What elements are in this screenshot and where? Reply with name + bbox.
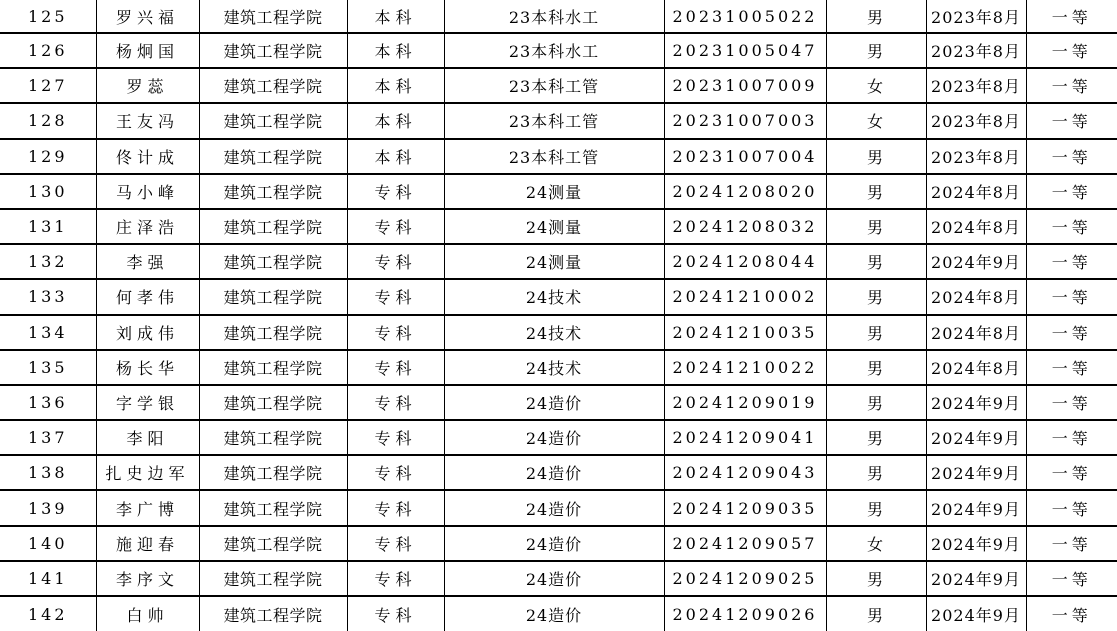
cell-class: 23本科水工: [444, 33, 664, 68]
cell-student-id: 20231007004: [664, 139, 826, 174]
cell-name: 杨长华: [96, 350, 199, 385]
cell-index: 133: [0, 279, 96, 314]
cell-level: 本科: [347, 68, 444, 103]
table-row: [0, 350, 1117, 385]
cell-level: 本科: [347, 33, 444, 68]
cell-student-id: 20241208044: [664, 244, 826, 279]
cell-level: 本科: [347, 139, 444, 174]
table-row: [0, 420, 1117, 455]
cell-index: 135: [0, 350, 96, 385]
cell-level: 专科: [347, 315, 444, 350]
table-row: [0, 455, 1117, 490]
cell-award-date: 2024年9月: [926, 490, 1026, 525]
cell-college: 建筑工程学院: [199, 420, 347, 455]
table-row: [0, 0, 1117, 33]
cell-name: 李广博: [96, 490, 199, 525]
table-row: [0, 561, 1117, 596]
table-row: [0, 139, 1117, 174]
cell-name: 白帅: [96, 596, 199, 631]
cell-class: 24造价: [444, 561, 664, 596]
table-row: [0, 385, 1117, 420]
cell-level: 专科: [347, 279, 444, 314]
cell-award-level: 一等: [1026, 244, 1117, 279]
cell-award-level: 一等: [1026, 103, 1117, 138]
cell-college: 建筑工程学院: [199, 33, 347, 68]
cell-class: 24造价: [444, 420, 664, 455]
cell-student-id: 20231005022: [664, 0, 826, 33]
cell-gender: 男: [826, 174, 926, 209]
cell-name: 杨炯国: [96, 33, 199, 68]
cell-award-level: 一等: [1026, 490, 1117, 525]
table-row: [0, 596, 1117, 631]
cell-gender: 男: [826, 561, 926, 596]
cell-name: 罗蕊: [96, 68, 199, 103]
cell-student-id: 20231007009: [664, 68, 826, 103]
cell-college: 建筑工程学院: [199, 103, 347, 138]
cell-student-id: 20231007003: [664, 103, 826, 138]
cell-award-date: 2024年8月: [926, 315, 1026, 350]
cell-index: 130: [0, 174, 96, 209]
cell-student-id: 20241209026: [664, 596, 826, 631]
cell-college: 建筑工程学院: [199, 350, 347, 385]
cell-gender: 男: [826, 279, 926, 314]
cell-college: 建筑工程学院: [199, 139, 347, 174]
cell-class: 24技术: [444, 350, 664, 385]
cell-college: 建筑工程学院: [199, 0, 347, 33]
cell-name: 字学银: [96, 385, 199, 420]
cell-award-date: 2024年9月: [926, 420, 1026, 455]
cell-level: 专科: [347, 561, 444, 596]
cell-student-id: 20241210035: [664, 315, 826, 350]
cell-index: 139: [0, 490, 96, 525]
cell-gender: 男: [826, 0, 926, 33]
cell-index: 126: [0, 33, 96, 68]
cell-class: 24测量: [444, 209, 664, 244]
cell-award-date: 2024年9月: [926, 526, 1026, 561]
cell-gender: 男: [826, 350, 926, 385]
cell-name: 李强: [96, 244, 199, 279]
cell-index: 128: [0, 103, 96, 138]
cell-name: 扎史边军: [96, 455, 199, 490]
cell-class: 24造价: [444, 596, 664, 631]
table-row: [0, 33, 1117, 68]
cell-gender: 女: [826, 526, 926, 561]
cell-gender: 男: [826, 455, 926, 490]
cell-index: 131: [0, 209, 96, 244]
cell-student-id: 20241210022: [664, 350, 826, 385]
cell-award-date: 2024年9月: [926, 596, 1026, 631]
cell-class: 24技术: [444, 315, 664, 350]
cell-gender: 男: [826, 490, 926, 525]
cell-class: 24造价: [444, 490, 664, 525]
cell-award-date: 2023年8月: [926, 139, 1026, 174]
cell-gender: 女: [826, 68, 926, 103]
cell-level: 专科: [347, 385, 444, 420]
cell-class: 24造价: [444, 385, 664, 420]
cell-student-id: 20241209035: [664, 490, 826, 525]
cell-award-level: 一等: [1026, 315, 1117, 350]
table-row: [0, 103, 1117, 138]
cell-index: 125: [0, 0, 96, 33]
cell-gender: 男: [826, 244, 926, 279]
table-row: [0, 526, 1117, 561]
cell-award-level: 一等: [1026, 33, 1117, 68]
cell-index: 138: [0, 455, 96, 490]
cell-name: 庄泽浩: [96, 209, 199, 244]
table-row: [0, 244, 1117, 279]
cell-award-level: 一等: [1026, 561, 1117, 596]
cell-college: 建筑工程学院: [199, 68, 347, 103]
cell-award-date: 2024年8月: [926, 279, 1026, 314]
cell-award-date: 2024年9月: [926, 455, 1026, 490]
cell-college: 建筑工程学院: [199, 315, 347, 350]
cell-index: 141: [0, 561, 96, 596]
table-row: [0, 68, 1117, 103]
cell-name: 王友冯: [96, 103, 199, 138]
cell-award-date: 2024年9月: [926, 385, 1026, 420]
cell-award-level: 一等: [1026, 174, 1117, 209]
cell-college: 建筑工程学院: [199, 561, 347, 596]
cell-award-date: 2024年9月: [926, 244, 1026, 279]
cell-student-id: 20241209025: [664, 561, 826, 596]
cell-index: 136: [0, 385, 96, 420]
cell-college: 建筑工程学院: [199, 174, 347, 209]
cell-name: 佟计成: [96, 139, 199, 174]
cell-award-date: 2024年8月: [926, 174, 1026, 209]
cell-college: 建筑工程学院: [199, 455, 347, 490]
cell-award-level: 一等: [1026, 420, 1117, 455]
table-row: [0, 279, 1117, 314]
cell-gender: 男: [826, 596, 926, 631]
cell-index: 127: [0, 68, 96, 103]
cell-award-date: 2024年8月: [926, 209, 1026, 244]
cell-class: 23本科工管: [444, 103, 664, 138]
cell-award-level: 一等: [1051, 605, 1092, 625]
cell-index: 142: [0, 596, 96, 631]
cell-gender: 男: [826, 139, 926, 174]
cell-name: 李序文: [96, 561, 199, 596]
cell-class: 24造价: [444, 455, 664, 490]
cell-award-date: 2024年9月: [926, 561, 1026, 596]
table-row: [0, 490, 1117, 525]
cell-award-level: 一等: [1026, 455, 1117, 490]
cell-class: 23本科工管: [444, 139, 664, 174]
table-row: [0, 174, 1117, 209]
cell-gender: 女: [826, 103, 926, 138]
cell-name: 马小峰: [96, 174, 199, 209]
cell-index: 137: [0, 420, 96, 455]
cell-college: 建筑工程学院: [199, 490, 347, 525]
cell-index: 129: [0, 139, 96, 174]
cell-college: 建筑工程学院: [199, 526, 347, 561]
cell-award-date: 2023年8月: [926, 68, 1026, 103]
cell-gender: 男: [826, 33, 926, 68]
cell-level: 专科: [347, 209, 444, 244]
cell-college: 建筑工程学院: [199, 209, 347, 244]
cell-college: 建筑工程学院: [199, 385, 347, 420]
cell-student-id: 20241209041: [664, 420, 826, 455]
cell-index: 134: [0, 315, 96, 350]
cell-level: 专科: [347, 596, 444, 631]
table-row: [0, 315, 1117, 350]
cell-name: 李阳: [96, 420, 199, 455]
cell-award-level: 一等: [1026, 350, 1117, 385]
cell-class: 23本科水工: [444, 0, 664, 33]
cell-level: 专科: [347, 174, 444, 209]
cell-name: 何孝伟: [96, 279, 199, 314]
cell-award-date: 2023年8月: [926, 103, 1026, 138]
cell-index: 132: [0, 244, 96, 279]
cell-award-date: 2023年8月: [926, 0, 1026, 33]
cell-award-level: 一等: [1026, 139, 1117, 174]
cell-level: 本科: [347, 103, 444, 138]
cell-student-id: 20241209019: [664, 385, 826, 420]
cell-college: 建筑工程学院: [199, 279, 347, 314]
cell-class: 24造价: [444, 526, 664, 561]
cell-class: 23本科工管: [444, 68, 664, 103]
cell-level: 专科: [347, 490, 444, 525]
cell-student-id: 20241209057: [664, 526, 826, 561]
cell-award-level: 一等: [1026, 0, 1117, 33]
cell-level: 专科: [347, 244, 444, 279]
cell-gender: 男: [826, 420, 926, 455]
cell-class: 24测量: [444, 174, 664, 209]
cell-class: 24技术: [444, 279, 664, 314]
cell-college: 建筑工程学院: [199, 596, 347, 631]
cell-level: 本科: [347, 0, 444, 33]
cell-level: 专科: [347, 455, 444, 490]
cell-index: 140: [0, 526, 96, 561]
table-row: [0, 209, 1117, 244]
cell-name: 施迎春: [96, 526, 199, 561]
cell-name: 罗兴福: [96, 0, 199, 33]
cell-college: 建筑工程学院: [199, 244, 347, 279]
cell-student-id: 20241208032: [664, 209, 826, 244]
cell-gender: 男: [826, 385, 926, 420]
cell-student-id: 20241209043: [664, 455, 826, 490]
cell-award-date: 2024年8月: [926, 350, 1026, 385]
cell-award-level: 一等: [1026, 279, 1117, 314]
cell-award-level: 一等: [1026, 526, 1117, 561]
cell-award-level: 一等: [1026, 209, 1117, 244]
cell-student-id: 20241208020: [664, 174, 826, 209]
cell-student-id: 20231005047: [664, 33, 826, 68]
cell-class: 24测量: [444, 244, 664, 279]
cell-gender: 男: [826, 315, 926, 350]
cell-award-level: 一等: [1026, 385, 1117, 420]
cell-level: 专科: [347, 420, 444, 455]
cell-level: 专科: [347, 526, 444, 561]
cell-level: 专科: [347, 350, 444, 385]
cell-award-level: 一等: [1026, 68, 1117, 103]
cell-name: 刘成伟: [96, 315, 199, 350]
cell-award-date: 2023年8月: [926, 33, 1026, 68]
cell-student-id: 20241210002: [664, 279, 826, 314]
cell-gender: 男: [826, 209, 926, 244]
